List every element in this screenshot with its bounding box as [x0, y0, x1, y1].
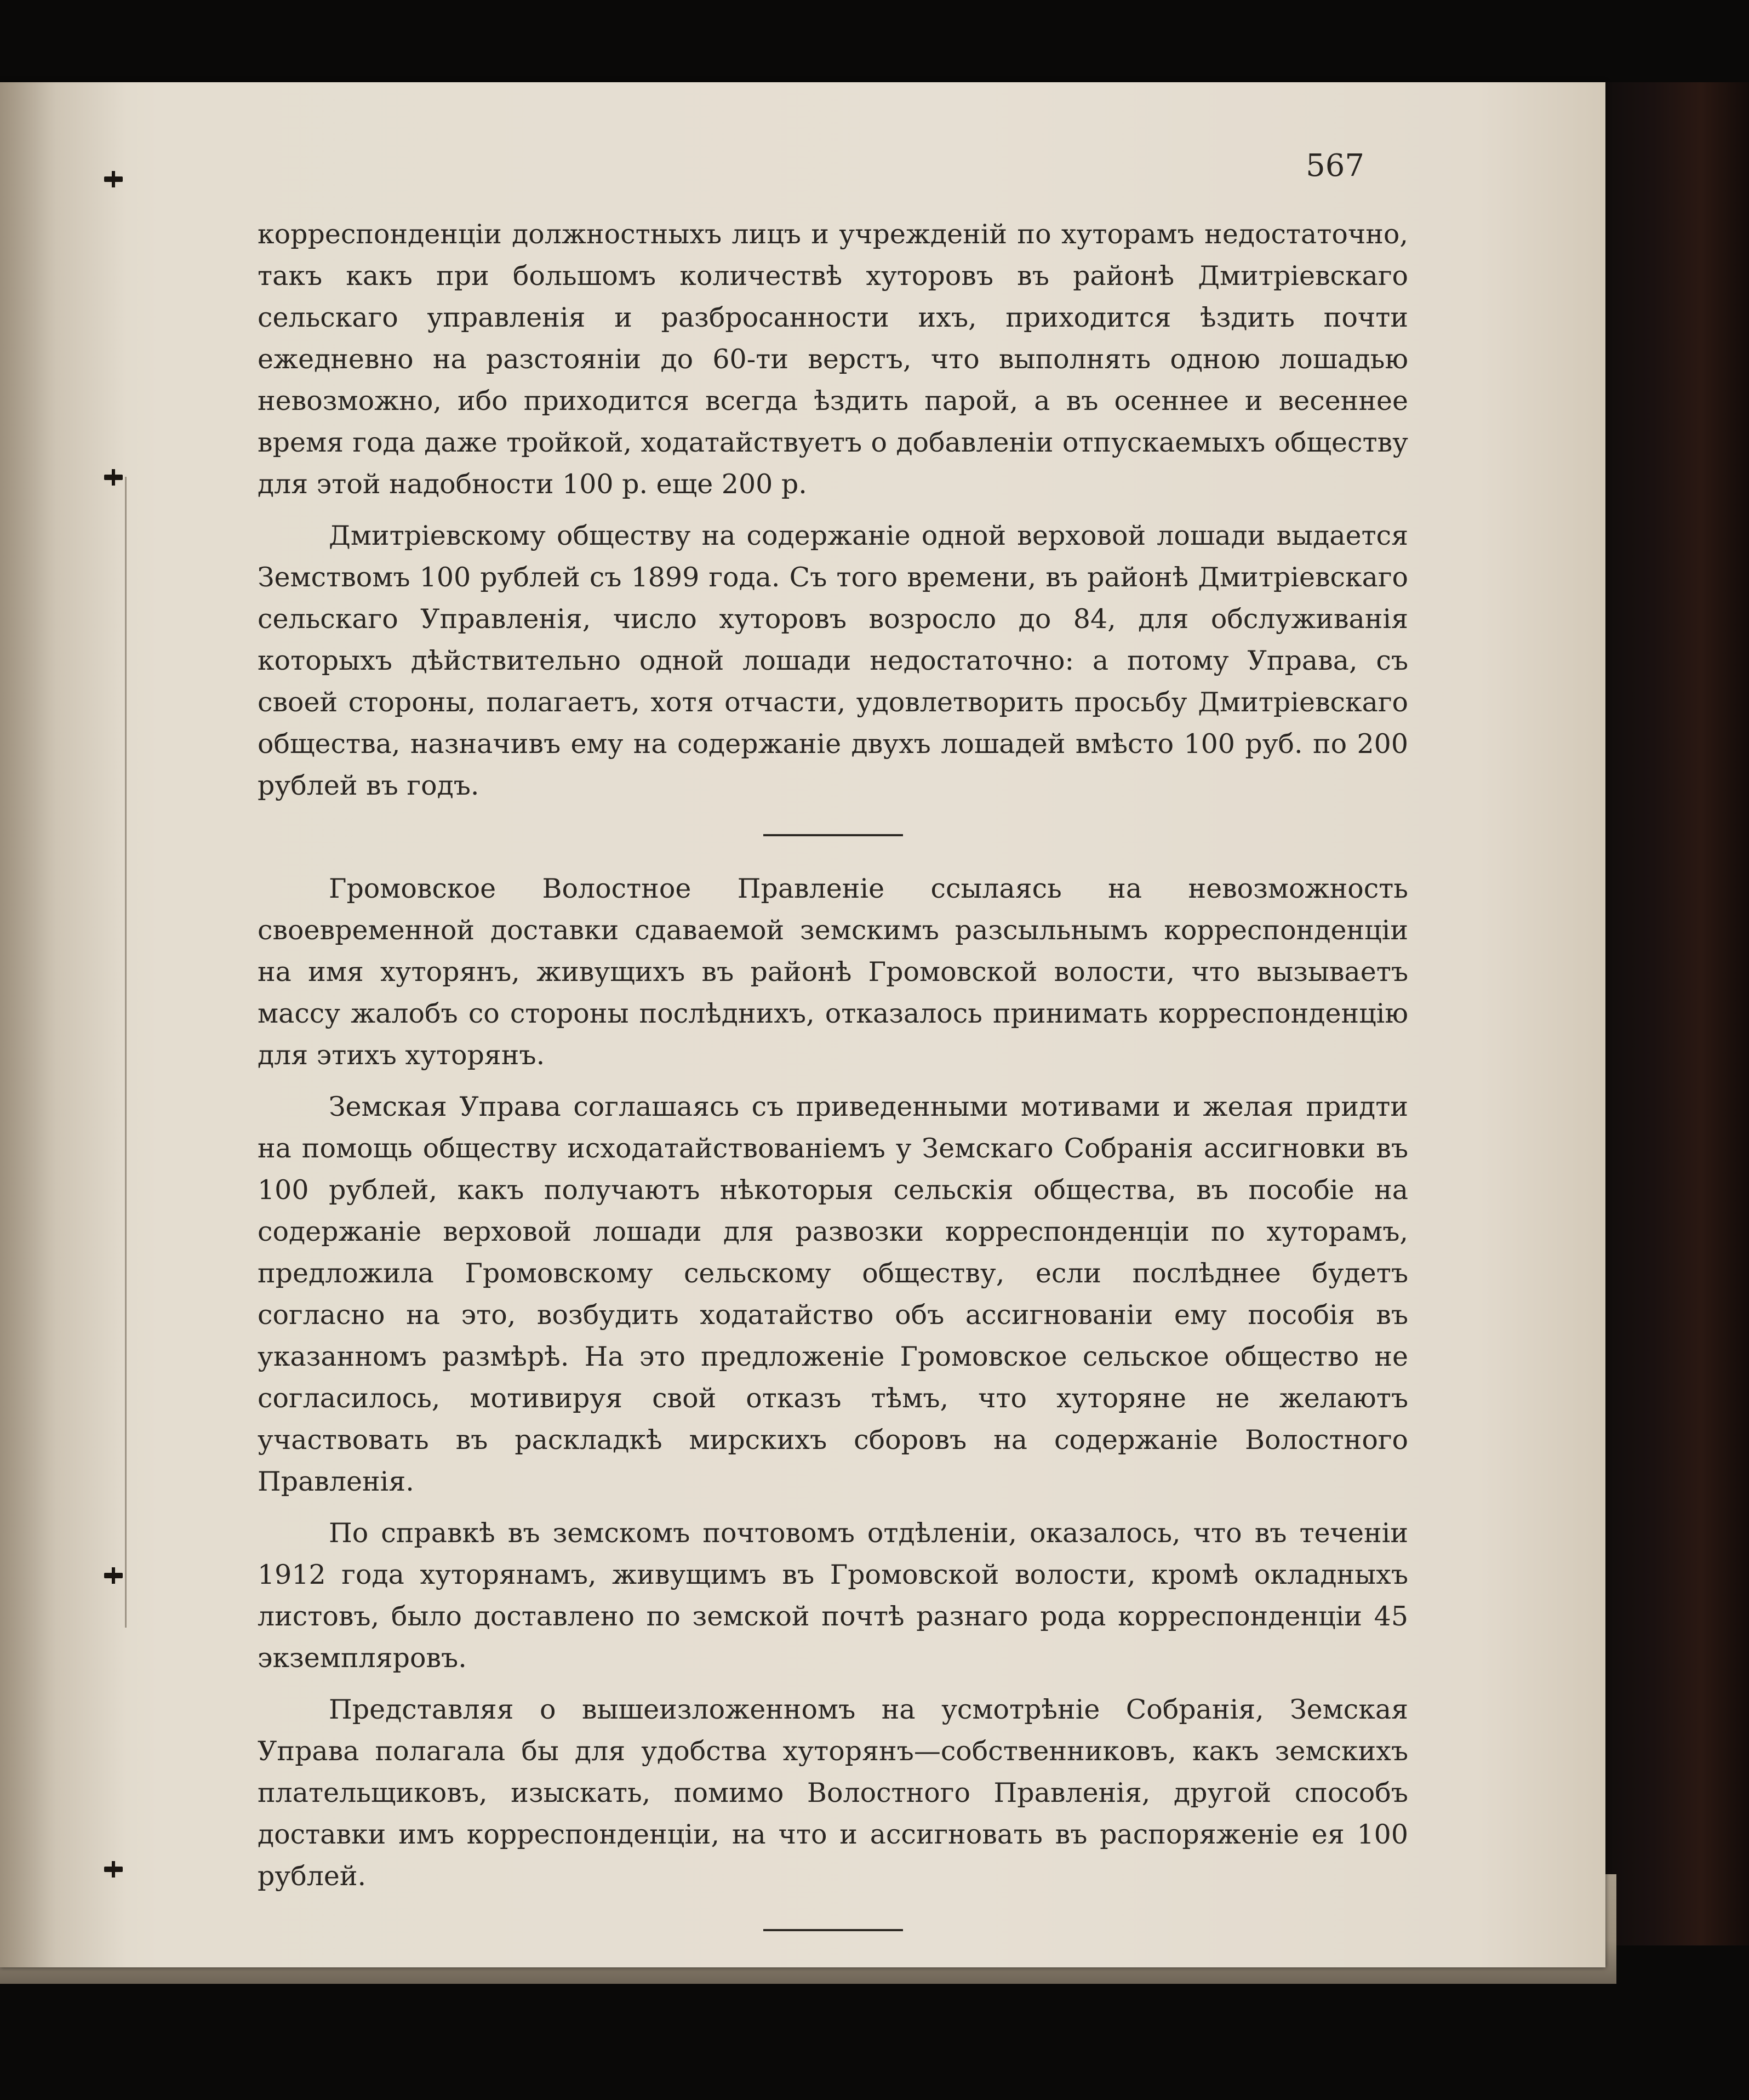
page-body: [258, 214, 1408, 1931]
paragraph-5: По справкѣ въ земскомъ почтовомъ отдѣленіи, оказалось, что въ теченіи 1912 года хуторянамъ, живущимъ въ Громовской волости, кромѣ окладныхъ листовъ, было доставлено по земской почтѣ разнаго рода корреспонденціи 45 экземпляровъ.: [258, 1517, 1408, 1674]
end-divider: [763, 1929, 903, 1931]
section-divider: [763, 834, 903, 836]
gutter-fold-line: [125, 477, 127, 1628]
page-number: 567: [1306, 148, 1364, 184]
paragraph-4: Земская Управа соглашаясь съ приведенными мотивами и желая придти на помощь обществу исходатайствованіемъ у Земскаго Собранія ассигновки въ 100 рублей, какъ получаютъ нѣкоторыя сельскія общества, въ пособіе на содержаніе верховой лошади для развозки корреспонденціи по хуторамъ, предложила Громовскому сельскому обществу, если послѣднее будетъ согласно на это, возбудить ходатайство объ ассигнованіи ему пособія въ указанномъ размѣрѣ. На это предложеніе Громовское сельское общество не согласилось, мотивируя свой отказъ тѣмъ, что хуторяне не желаютъ участвовать въ раскладкѣ мирскихъ сборовъ на содержаніе Волостного Правленія.: [258, 1091, 1408, 1497]
gutter-shadow: [0, 82, 126, 1967]
paragraph-3: Громовское Волостное Правленіе ссылаясь на невозможность своевременной доставки сдаваемой земскимъ разсыльнымъ корреспонденціи на имя хуторянъ, живущихъ въ районѣ Громовской волости, что вызываетъ массу жалобъ со стороны послѣднихъ, отказалось принимать корреспонденцію для этихъ хуторянъ.: [258, 873, 1408, 1071]
binding-stitch-icon: [104, 1867, 123, 1872]
paragraph-2: Дмитріевскому обществу на содержаніе одной верховой лошади выдается Земствомъ 100 рублей съ 1899 года. Съ того времени, въ районѣ Дмитріевскаго сельскаго Управленія, число хуторовъ возросло до 84, для обслуживанія которыхъ дѣйствительно одной лошади недостаточно: а потому Управа, съ своей стороны, полагаетъ, хотя отчасти, удовлетворить просьбу Дмитріевскаго общества, назначивъ ему на содержаніе двухъ лошадей вмѣсто 100 руб. по 200 рублей въ годъ.: [258, 520, 1408, 801]
binding-stitch-icon: [104, 176, 123, 182]
book-cover-edge: [1589, 82, 1749, 1945]
paragraph-6: Представляя о вышеизложенномъ на усмотрѣніе Собранія, Земская Управа полагала бы для удобства хуторянъ—собственниковъ, какъ земскихъ плательщиковъ, изыскать, помимо Волостного Правленія, другой способъ доставки имъ корреспонденціи, на что и ассигновать въ распоряженіе ея 100 рублей.: [258, 1694, 1408, 1892]
binding-stitch-icon: [104, 1573, 123, 1578]
paragraph-1: корреспонденціи должностныхъ лицъ и учрежденій по хуторамъ недостаточно, такъ какъ при большомъ количествѣ хуторовъ въ районѣ Дмитріевскаго сельскаго управленія и разбросанности ихъ, приходится ѣздить почти ежедневно на разстояніи до 60-ти верстъ, что выполнять одною лошадью невозможно, ибо приходится всегда ѣздить парой, а въ осеннее и весеннее время года даже тройкой, ходатайствуетъ о добавленіи отпускаемыхъ обществу для этой надобности 100 р. еще 200 р.: [258, 219, 1408, 500]
binding-stitch-icon: [104, 475, 123, 480]
